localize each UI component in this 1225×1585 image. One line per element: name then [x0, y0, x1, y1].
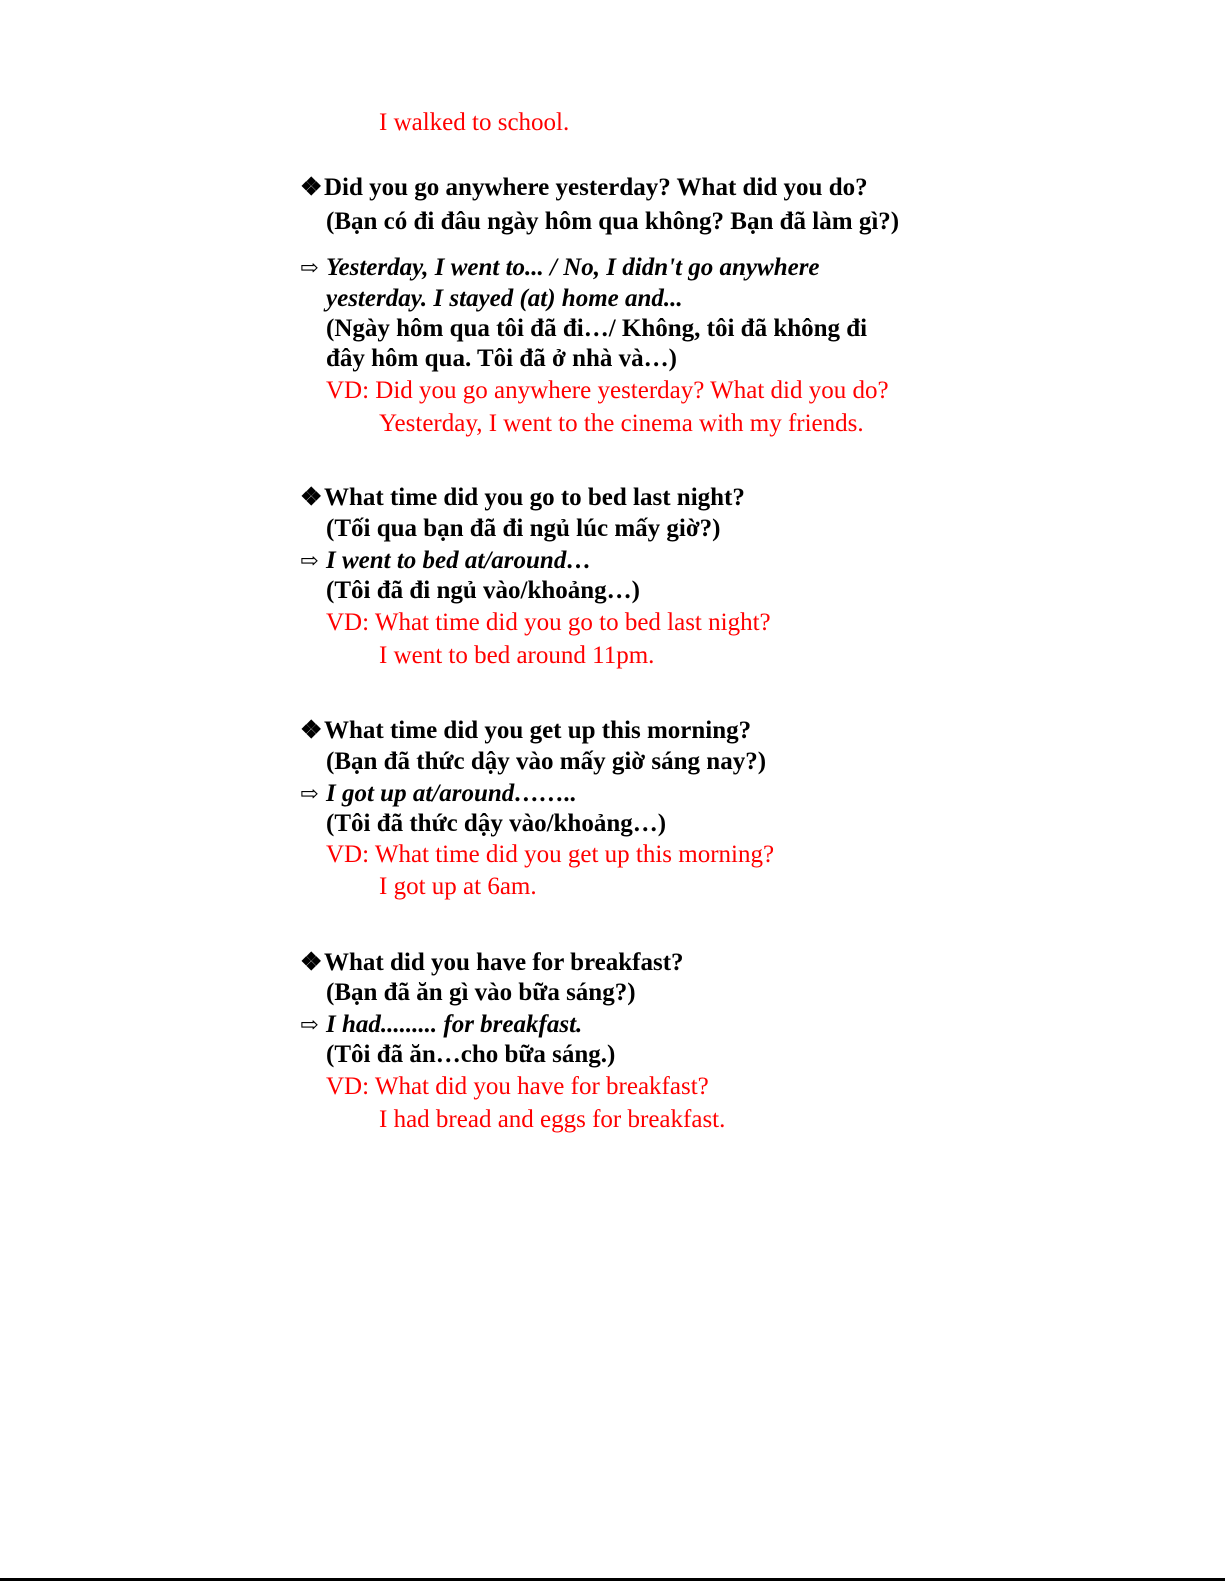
intro-example: I walked to school.	[379, 109, 570, 136]
answer-1-vi-line-2: đây hôm qua. Tôi đã ở nhà và…)	[326, 345, 677, 372]
answer-2-vi-line-1: (Tôi đã đi ngủ vào/khoảng…)	[326, 577, 640, 604]
question-2	[300, 483, 745, 513]
bullet-diamond-icon: ❖	[300, 717, 323, 744]
arrow-right-icon: ⇨	[300, 255, 319, 280]
example-2-answer: I went to bed around 11pm.	[379, 642, 655, 669]
arrow-right-icon: ⇨	[300, 781, 319, 806]
question-text: What time did you go to bed last night?	[324, 484, 745, 511]
question-3-vi: (Bạn đã thức dậy vào mấy giờ sáng nay?)	[326, 748, 767, 775]
example-4-answer: I had bread and eggs for breakfast.	[379, 1106, 726, 1133]
example-1-question: VD: Did you go anywhere yesterday? What did you do?	[326, 377, 889, 404]
bullet-diamond-icon: ❖	[300, 484, 323, 511]
question-2-vi: (Tối qua bạn đã đi ngủ lúc mấy giờ?)	[326, 515, 721, 542]
answer-text: I went to bed at/around…	[326, 547, 592, 574]
answer-4-vi-line-1: (Tôi đã ăn…cho bữa sáng.)	[326, 1041, 616, 1068]
question-text: What did you have for breakfast?	[324, 949, 684, 976]
answer-text: I had......... for breakfast.	[326, 1011, 583, 1038]
example-4-question: VD: What did you have for breakfast?	[326, 1073, 709, 1100]
arrow-right-icon: ⇨	[300, 548, 319, 573]
answer-1-line-1	[300, 253, 820, 283]
answer-2-line-1	[300, 546, 591, 576]
answer-1-line-2: yesterday. I stayed (at) home and...	[326, 285, 683, 312]
question-text: Did you go anywhere yesterday? What did you do?	[324, 174, 868, 201]
page-bottom-border	[0, 1578, 1225, 1581]
answer-1-vi-line-1: (Ngày hôm qua tôi đã đi…/ Không, tôi đã không đi	[326, 315, 868, 342]
bullet-diamond-icon: ❖	[300, 174, 323, 201]
answer-text: Yesterday, I went to... / No, I didn't go anywhere	[326, 254, 820, 281]
example-3-answer: I got up at 6am.	[379, 873, 537, 900]
question-4	[300, 948, 684, 978]
answer-3-line-1	[300, 779, 577, 809]
question-4-vi: (Bạn đã ăn gì vào bữa sáng?)	[326, 979, 636, 1006]
question-1-vi: (Bạn có đi đâu ngày hôm qua không? Bạn đã làm gì?)	[326, 208, 900, 235]
answer-3-vi-line-1: (Tôi đã thức dậy vào/khoảng…)	[326, 810, 667, 837]
answer-text: I got up at/around……..	[326, 780, 577, 807]
question-text: What time did you get up this morning?	[324, 717, 752, 744]
example-1-answer: Yesterday, I went to the cinema with my friends.	[379, 410, 864, 437]
example-3-question: VD: What time did you get up this morning?	[326, 841, 775, 868]
answer-4-line-1	[300, 1010, 582, 1040]
example-2-question: VD: What time did you go to bed last night?	[326, 609, 771, 636]
arrow-right-icon: ⇨	[300, 1012, 319, 1037]
question-1	[300, 173, 868, 203]
bullet-diamond-icon: ❖	[300, 949, 323, 976]
question-3	[300, 716, 751, 746]
